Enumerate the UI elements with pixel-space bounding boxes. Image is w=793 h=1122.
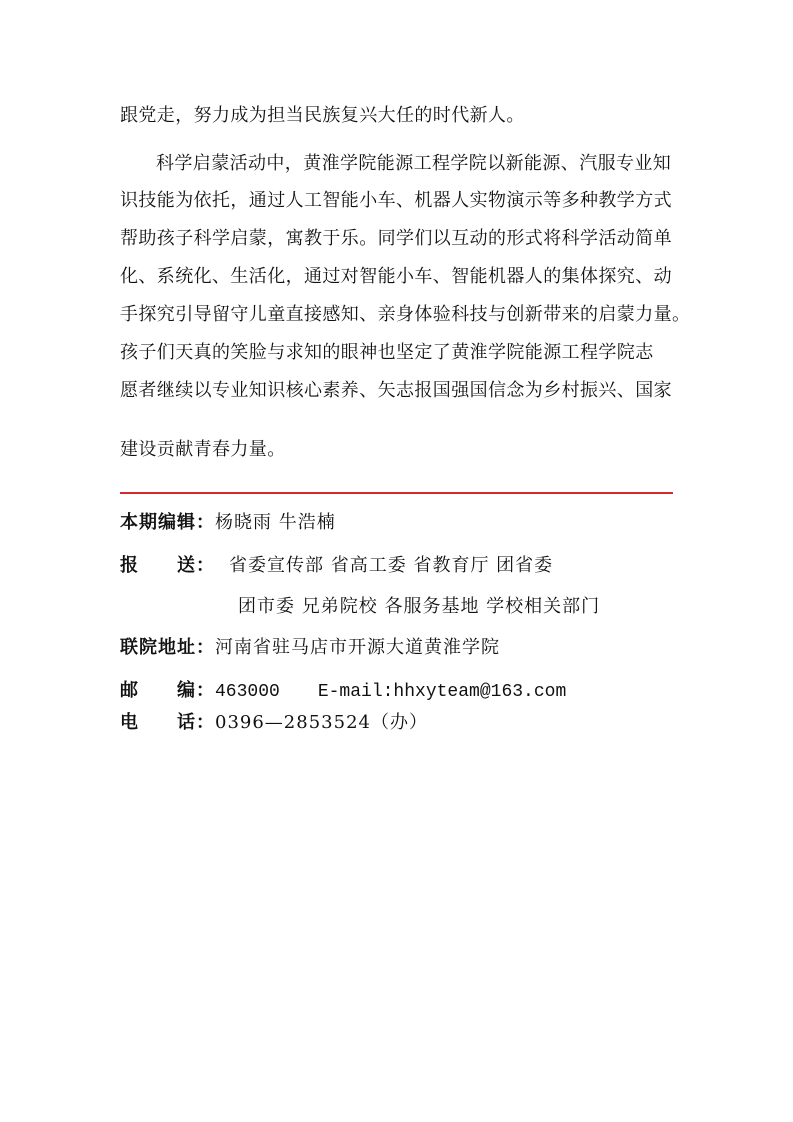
editors-label: 本期编辑： <box>120 512 215 533</box>
paragraph-line: 手探究引导留守儿童直接感知、亲身体验科技与创新带来的启蒙力量。 <box>120 304 691 325</box>
phone-row <box>120 712 428 734</box>
paragraph-line: 愿者继续以专业知识核心素养、矢志报国强国信念为乡村振兴、国家 <box>120 380 672 401</box>
address-row <box>120 637 500 659</box>
send-label: 报 送： <box>120 555 215 576</box>
paragraph-line: 科学启蒙活动中，黄淮学院能源工程学院以新能源、汽服专业知 <box>156 153 672 174</box>
postcode-row <box>120 680 566 703</box>
address-label: 联院地址： <box>120 637 215 658</box>
send-row-2 <box>238 596 600 618</box>
postcode-label: 邮 编： <box>120 680 215 701</box>
paragraph-line: 帮助孩子科学启蒙，寓教于乐。同学们以互动的形式将科学活动简单 <box>120 228 672 249</box>
editors-value: 杨晓雨 牛浩楠 <box>215 512 336 533</box>
footer-divider <box>120 492 673 494</box>
paragraph-line: 孩子们天真的笑脸与求知的眼神也坚定了黄淮学院能源工程学院志 <box>120 342 654 363</box>
send-line2: 团市委 兄弟院校 各服务基地 学校相关部门 <box>238 596 601 617</box>
paragraph-line: 建设贡献青春力量。 <box>120 439 286 460</box>
address-value: 河南省驻马店市开源大道黄淮学院 <box>215 637 500 658</box>
paragraph-line: 跟党走，努力成为担当民族复兴大任的时代新人。 <box>120 105 525 126</box>
editors-row <box>120 512 336 534</box>
paragraph-line: 化、系统化、生活化，通过对智能小车、智能机器人的集体探究、动 <box>120 266 672 287</box>
phone-value: 0396—2853524（办） <box>215 712 428 733</box>
paragraph-line: 识技能为依托，通过人工智能小车、机器人实物演示等多种教学方式 <box>120 190 672 211</box>
postcode-value: 463000 <box>215 682 280 702</box>
send-row <box>120 555 553 577</box>
phone-label: 电 话： <box>120 712 215 733</box>
email-value: E-mail:hhxyteam@163.com <box>317 682 567 702</box>
send-line1: 省委宣传部 省高工委 省教育厅 团省委 <box>229 555 554 576</box>
